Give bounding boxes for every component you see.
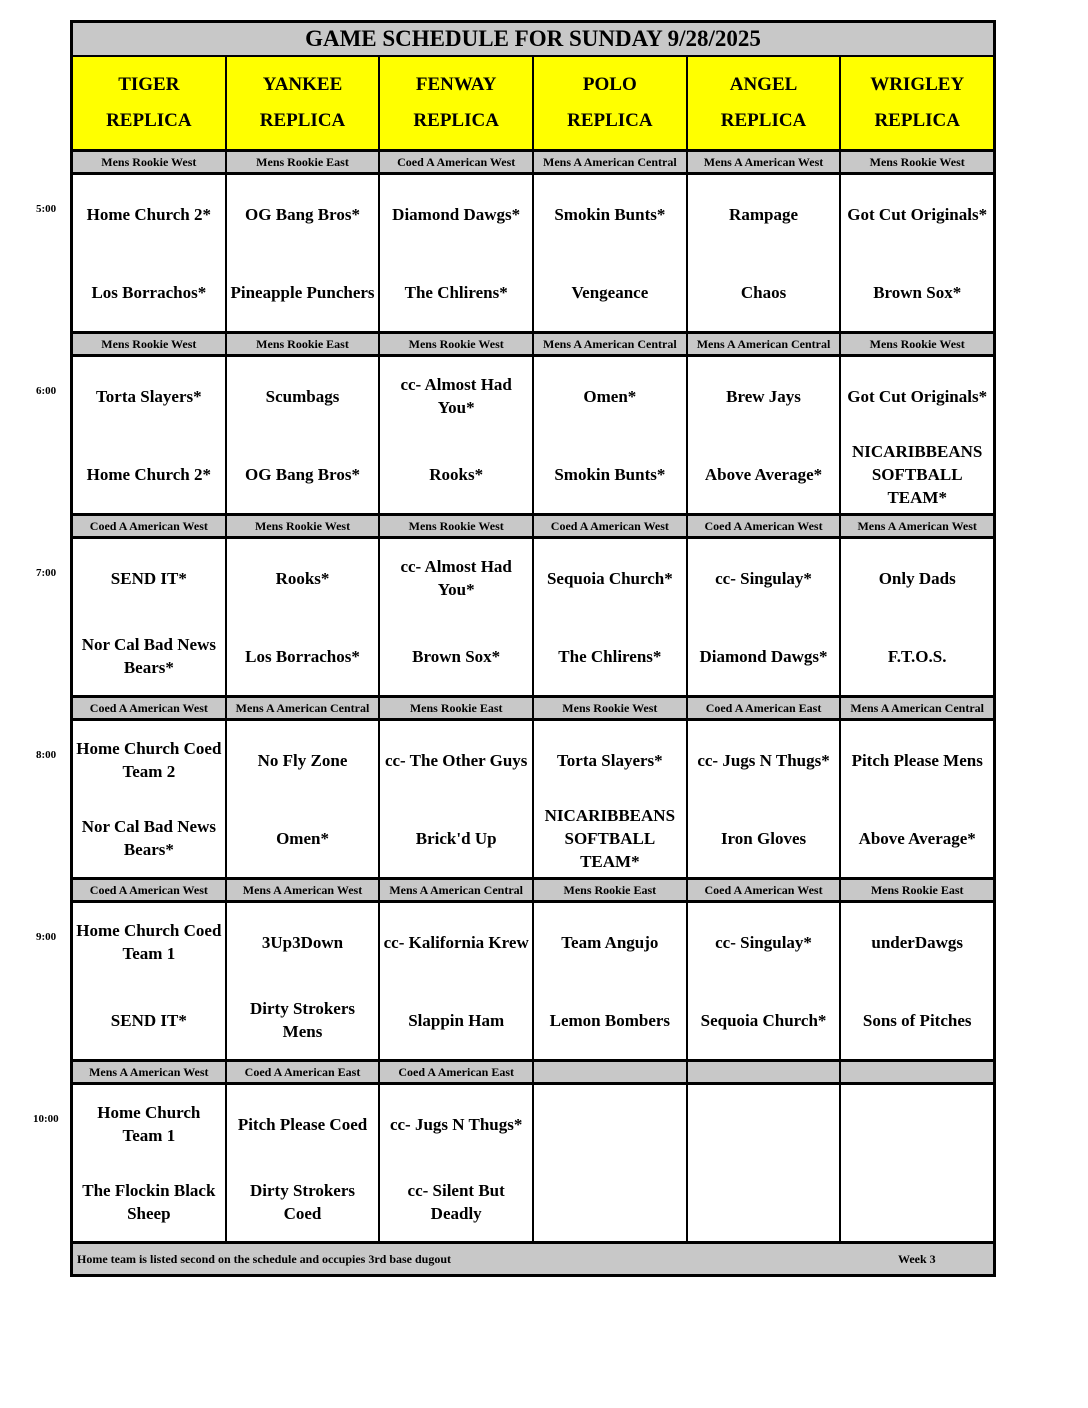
home-team: Dirty Strokers Mens <box>250 999 355 1041</box>
league-label: Mens Rookie West <box>869 337 965 351</box>
home-team: Brown Sox* <box>873 282 962 302</box>
game-cell <box>227 357 381 513</box>
home-team: Above Average* <box>704 464 823 484</box>
home-team-note: Home team is listed second on the schedule and occupies 3rd base dugout <box>77 1252 452 1266</box>
game-cell <box>841 1085 993 1241</box>
league-label: Mens Rookie West <box>227 516 381 536</box>
game-cell <box>534 721 688 877</box>
home-team: The Chlirens* <box>558 646 662 666</box>
league-label: Coed A American West <box>73 516 227 536</box>
away-team: cc- Almost Had You* <box>400 557 512 599</box>
game-cell <box>688 175 842 331</box>
field-subtitle: REPLICA <box>567 109 653 131</box>
schedule-title: GAME SCHEDULE FOR SUNDAY 9/28/2025 <box>73 23 993 57</box>
league-label <box>534 1062 688 1082</box>
home-team: Iron Gloves <box>720 828 807 848</box>
game-cell <box>534 903 688 1059</box>
away-team: Home Church Team 1 <box>97 1103 201 1145</box>
away-team: Only Dads <box>878 568 956 588</box>
home-team <box>688 1163 840 1241</box>
away-team: cc- Kalifornia Krew <box>383 932 529 952</box>
home-team: NICARIBBEANS SOFTBALL TEAM* <box>544 805 676 871</box>
league-label: Mens Rookie West <box>534 698 688 718</box>
league-label: Mens Rookie West <box>869 155 965 169</box>
home-team: F.T.O.S. <box>887 646 947 666</box>
away-team: Torta Slayers* <box>96 386 202 406</box>
time-slot-row <box>73 539 993 698</box>
game-cell <box>73 175 227 331</box>
field-subtitle: REPLICA <box>874 109 960 131</box>
league-label: Mens Rookie West <box>380 334 534 354</box>
time-label: 6:00 <box>36 385 57 397</box>
game-cell <box>227 539 381 695</box>
field-header <box>73 57 227 149</box>
time-label: 7:00 <box>36 567 57 579</box>
league-label: Coed A American East <box>380 1062 534 1082</box>
game-cell <box>73 357 227 513</box>
home-team: Los Borrachos* <box>245 646 360 666</box>
home-team: Brick'd Up <box>415 828 497 848</box>
game-cell <box>227 903 381 1059</box>
away-team: Smokin Bunts* <box>554 204 666 224</box>
league-label: Mens A American West <box>73 1062 227 1082</box>
time-slot-row <box>73 1085 993 1244</box>
league-label: Mens Rookie East <box>380 698 534 718</box>
away-team: cc- Jugs N Thugs* <box>389 1114 523 1134</box>
time-label: 8:00 <box>36 749 57 761</box>
time-slot-row <box>73 175 993 334</box>
home-team <box>534 1163 686 1241</box>
league-label: Mens Rookie East <box>227 334 381 354</box>
field-header <box>227 57 381 149</box>
league-row <box>73 880 993 903</box>
league-label: Coed A American West <box>688 880 842 900</box>
home-team: OG Bang Bros* <box>245 464 360 484</box>
game-cell <box>688 357 842 513</box>
home-team: Sequoia Church* <box>700 1010 827 1030</box>
game-cell <box>534 539 688 695</box>
week-label: Week 3 <box>898 1252 936 1266</box>
time-label: 9:00 <box>36 931 57 943</box>
game-cell <box>534 357 688 513</box>
league-label: Coed A American West <box>534 516 688 536</box>
away-team: No Fly Zone <box>257 750 348 770</box>
game-cell <box>73 539 227 695</box>
league-label: Coed A American West <box>73 698 227 718</box>
away-team: cc- Singulay* <box>715 568 812 588</box>
home-team: Slappin Ham <box>408 1010 505 1030</box>
league-label: Coed A American West <box>73 880 227 900</box>
home-team: Lemon Bombers <box>549 1010 671 1030</box>
game-cell <box>227 175 381 331</box>
field-header-row <box>73 57 993 152</box>
field-header <box>688 57 842 149</box>
away-team: underDawgs <box>871 932 963 952</box>
home-team: The Flockin Black Sheep <box>82 1181 216 1223</box>
game-cell <box>227 721 381 877</box>
field-subtitle: REPLICA <box>106 109 192 131</box>
field-header <box>534 57 688 149</box>
away-team: Rampage <box>729 204 798 224</box>
away-team <box>841 1085 993 1163</box>
field-subtitle: REPLICA <box>720 109 807 131</box>
league-label: Mens Rookie West <box>73 152 227 172</box>
home-team <box>841 1163 993 1241</box>
league-row <box>73 516 993 539</box>
field-header <box>841 57 993 149</box>
away-team: Brew Jays <box>726 386 801 406</box>
away-team: Home Church 2* <box>86 204 212 224</box>
game-cell <box>841 539 993 695</box>
league-label: Mens Rookie West <box>73 334 227 354</box>
league-label: Mens A American West <box>688 152 842 172</box>
league-label <box>841 1062 993 1082</box>
league-label: Mens A American Central <box>534 334 688 354</box>
home-team: Above Average* <box>858 828 976 848</box>
league-label: Mens Rookie East <box>534 880 688 900</box>
time-slot-row <box>73 357 993 516</box>
away-team: Torta Slayers* <box>557 750 663 770</box>
schedule-table <box>70 20 996 1277</box>
home-team: Pineapple Punchers <box>230 282 375 302</box>
league-label: Mens Rookie East <box>227 152 381 172</box>
away-team: Home Church Coed Team 1 <box>76 921 222 963</box>
field-name: FENWAY <box>415 74 497 96</box>
field-subtitle: REPLICA <box>413 109 499 131</box>
field-name: TIGER <box>118 74 180 96</box>
away-team: Got Cut Originals* <box>847 204 988 224</box>
league-label: Mens A American Central <box>227 698 381 718</box>
field-header <box>380 57 534 149</box>
game-cell <box>380 903 534 1059</box>
away-team: cc- Singulay* <box>715 932 812 952</box>
away-team: Pitch Please Mens <box>851 750 983 770</box>
home-team: Smokin Bunts* <box>554 464 666 484</box>
league-label: Coed A American West <box>688 516 842 536</box>
game-cell <box>380 721 534 877</box>
league-label <box>688 1062 842 1082</box>
league-label: Coed A American West <box>380 152 534 172</box>
game-cell <box>227 1085 381 1241</box>
home-team: Chaos <box>740 282 787 302</box>
away-team <box>534 1085 686 1163</box>
away-team: cc- The Other Guys <box>384 750 528 770</box>
league-label: Mens A American Central <box>380 880 534 900</box>
home-team: Omen* <box>276 828 329 848</box>
away-team: Pitch Please Coed <box>237 1114 368 1134</box>
home-team: NICARIBBEANS SOFTBALL TEAM* <box>852 441 983 507</box>
league-row <box>73 1062 993 1085</box>
game-cell <box>73 721 227 877</box>
away-team: Got Cut Originals* <box>847 386 988 406</box>
away-team: Omen* <box>583 386 637 406</box>
away-team: Team Angujo <box>561 932 659 952</box>
home-team: Nor Cal Bad News Bears* <box>81 635 216 677</box>
game-cell <box>688 721 842 877</box>
game-cell <box>688 903 842 1059</box>
game-cell <box>534 1085 688 1241</box>
game-cell <box>380 175 534 331</box>
away-team: Diamond Dawgs* <box>392 204 521 224</box>
home-team: Sons of Pitches <box>862 1010 972 1030</box>
league-label: Coed A American East <box>688 698 842 718</box>
home-team: Brown Sox* <box>412 646 501 666</box>
league-label: Mens Rookie West <box>380 516 534 536</box>
league-label: Mens A American West <box>857 519 977 533</box>
home-team: SEND IT* <box>110 1010 187 1030</box>
schedule-footer <box>73 1244 993 1274</box>
away-team: Home Church Coed Team 2 <box>76 739 222 781</box>
game-cell <box>534 175 688 331</box>
league-row <box>73 334 993 357</box>
game-cell <box>73 1085 227 1241</box>
away-team: OG Bang Bros* <box>245 204 360 224</box>
field-name: ANGEL <box>729 74 798 96</box>
away-team: Rooks* <box>275 568 330 588</box>
league-label: Mens A American Central <box>534 152 688 172</box>
home-team: Vengeance <box>571 282 649 302</box>
home-team: Home Church 2* <box>86 464 212 484</box>
away-team: Scumbags <box>265 386 340 406</box>
away-team: cc- Jugs N Thugs* <box>697 750 830 770</box>
home-team: Dirty Strokers Coed <box>250 1181 355 1223</box>
game-cell <box>841 903 993 1059</box>
field-name: POLO <box>582 74 637 96</box>
league-label: Coed A American East <box>227 1062 381 1082</box>
league-label: Mens A American West <box>227 880 381 900</box>
field-name: WRIGLEY <box>870 74 965 96</box>
home-team: Rooks* <box>429 464 484 484</box>
away-team: 3Up3Down <box>261 932 344 952</box>
away-team: Sequoia Church* <box>546 568 673 588</box>
league-label: Mens Rookie East <box>870 883 964 897</box>
league-label: Mens A American Central <box>850 701 985 715</box>
home-team: The Chlirens* <box>404 282 508 302</box>
time-label: 5:00 <box>36 203 57 215</box>
time-slot-row <box>73 903 993 1062</box>
away-team: cc- Almost Had You* <box>400 375 512 417</box>
game-cell <box>73 903 227 1059</box>
game-cell <box>380 357 534 513</box>
away-team: SEND IT* <box>110 568 187 588</box>
time-label: 10:00 <box>33 1113 59 1125</box>
game-cell <box>688 1085 842 1241</box>
league-label: Mens A American Central <box>688 334 842 354</box>
game-cell <box>688 539 842 695</box>
home-team: cc- Silent But Deadly <box>407 1181 505 1223</box>
game-cell <box>380 1085 534 1241</box>
away-team <box>688 1085 840 1163</box>
home-team: Diamond Dawgs* <box>699 646 828 666</box>
home-team: Los Borrachos* <box>91 282 207 302</box>
game-cell <box>841 175 993 331</box>
game-cell <box>841 357 993 513</box>
home-team: Nor Cal Bad News Bears* <box>81 817 216 859</box>
game-cell <box>380 539 534 695</box>
league-row <box>73 698 993 721</box>
game-cell <box>841 721 993 877</box>
league-row <box>73 152 993 175</box>
field-subtitle: REPLICA <box>259 109 346 131</box>
time-slot-row <box>73 721 993 880</box>
field-name: YANKEE <box>262 74 343 96</box>
